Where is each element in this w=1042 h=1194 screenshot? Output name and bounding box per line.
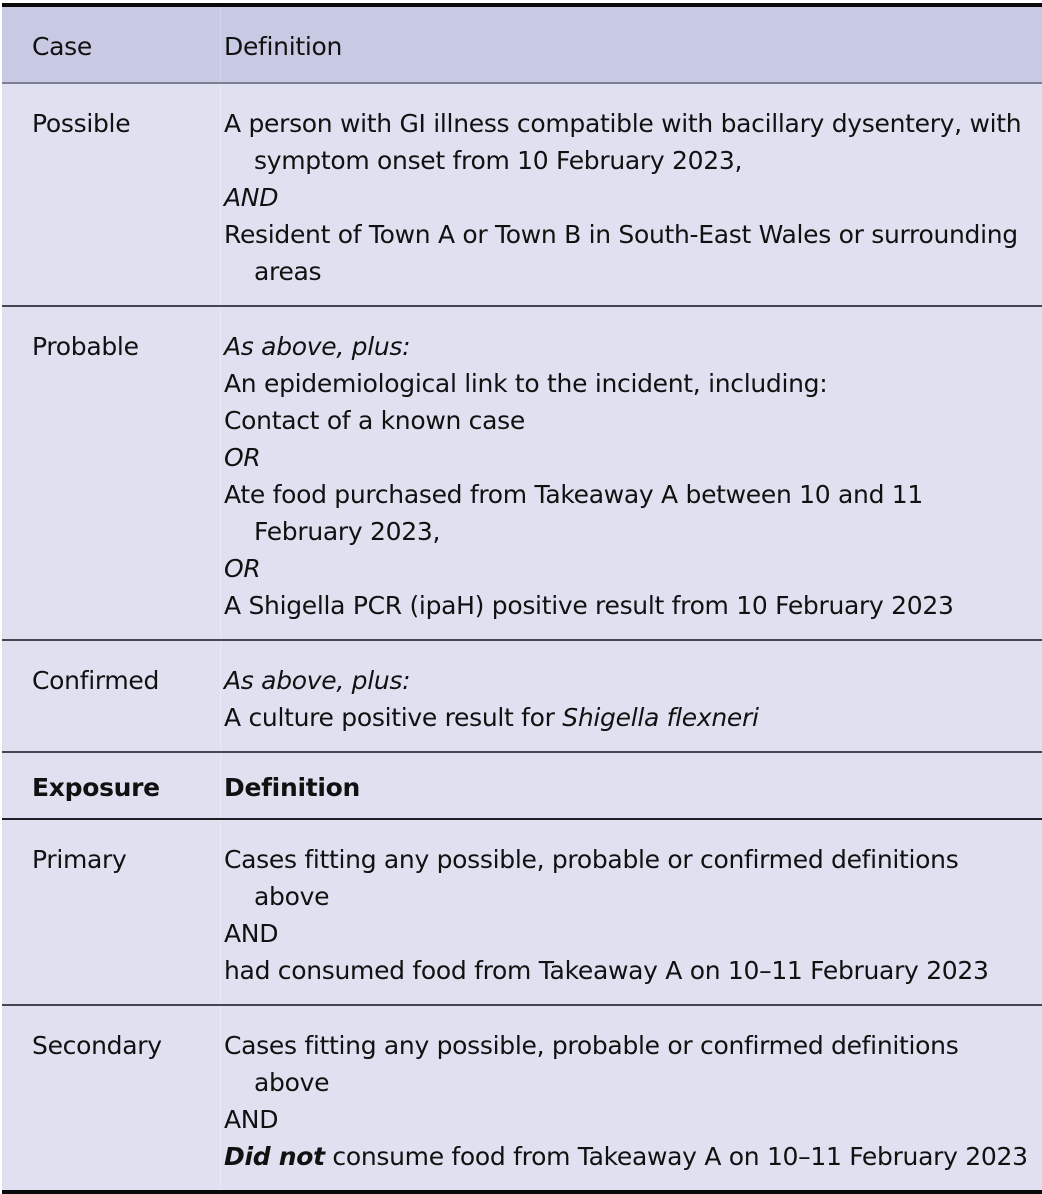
definition-line: As above, plus: bbox=[224, 332, 411, 361]
emphasis-did-not: Did not bbox=[224, 1142, 325, 1171]
row-label: Primary bbox=[2, 820, 221, 1004]
row-definition bbox=[221, 307, 1042, 639]
definition-connector: AND bbox=[224, 919, 279, 948]
definition-line: Contact of a known case bbox=[224, 406, 525, 435]
row-label: Secondary bbox=[2, 1006, 221, 1190]
definition-connector: AND bbox=[224, 183, 279, 212]
case-definition-table bbox=[2, 3, 1042, 1194]
row-definition bbox=[221, 641, 1042, 751]
row-label: Probable bbox=[2, 307, 221, 639]
table-row-primary bbox=[2, 820, 1042, 1006]
subheader-definition: Definition bbox=[224, 773, 361, 802]
definition-line: As above, plus: bbox=[224, 666, 411, 695]
organism-name: Shigella flexneri bbox=[562, 703, 759, 732]
definition-line: Cases fitting any possible, probable or confirmed definitions above bbox=[224, 845, 959, 911]
definition-text: A culture positive result for bbox=[224, 703, 563, 732]
definition-line: Ate food purchased from Takeaway A between 10 and 11 February 2023, bbox=[224, 480, 924, 546]
definition-connector: OR bbox=[224, 554, 261, 583]
table-row-probable bbox=[2, 307, 1042, 641]
row-definition bbox=[221, 84, 1042, 305]
row-definition bbox=[221, 820, 1042, 1004]
definition-connector: AND bbox=[224, 1105, 279, 1134]
header-definition: Definition bbox=[224, 32, 343, 61]
definition-line: Resident of Town A or Town B in South-East Wales or surrounding areas bbox=[224, 220, 1018, 286]
definition-line: Cases fitting any possible, probable or confirmed definitions above bbox=[224, 1031, 959, 1097]
header-case: Case bbox=[2, 7, 221, 82]
table-subheader-row bbox=[2, 753, 1042, 820]
definition-line: A Shigella PCR (ipaH) positive result from 10 February 2023 bbox=[224, 591, 954, 620]
definition-line: A person with GI illness compatible with bacillary dysentery, with symptom onset from 10 February 2023, bbox=[224, 109, 1022, 175]
row-label: Confirmed bbox=[2, 641, 221, 751]
table-header-row bbox=[2, 7, 1042, 84]
table-row-secondary bbox=[2, 1006, 1042, 1190]
definition-line: had consumed food from Takeaway A on 10–11 February 2023 bbox=[224, 956, 989, 985]
definition-line bbox=[224, 1138, 1034, 1175]
table-row-possible bbox=[2, 84, 1042, 307]
row-label: Possible bbox=[2, 84, 221, 305]
definition-line: An epidemiological link to the incident, including: bbox=[224, 369, 828, 398]
definition-text: consume food from Takeaway A on 10–11 February 2023 bbox=[324, 1142, 1028, 1171]
subheader-exposure: Exposure bbox=[2, 753, 221, 818]
table-row-confirmed bbox=[2, 641, 1042, 753]
definition-connector: OR bbox=[224, 443, 261, 472]
definition-line bbox=[224, 699, 1034, 736]
row-definition bbox=[221, 1006, 1042, 1190]
